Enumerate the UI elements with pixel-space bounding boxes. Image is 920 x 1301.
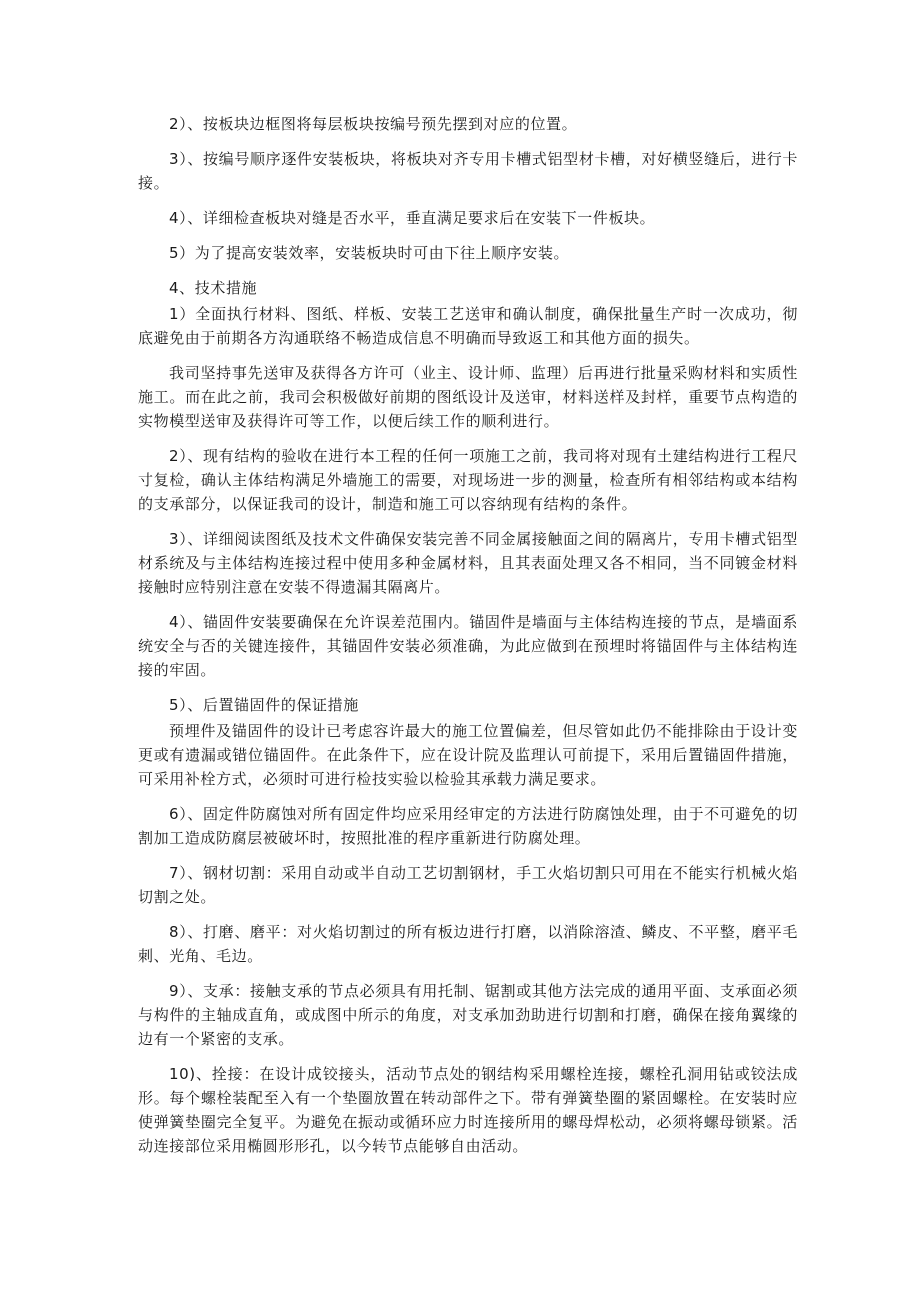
measure-8-paragraph: 8）、打磨、磨平：对火焰切割过的所有板边进行打磨，以消除溶渣、鳞皮、不平整，磨平毛刺、光角、毛边。 bbox=[138, 923, 798, 965]
post-anchor-paragraph: 预埋件及锚固件的设计已考虑容许最大的施工位置偏差，但尽管如此仍不能排除由于设计变更或有遗漏或错位锚固件。在此条件下，应在设计院及监理认可前提下，采用后置锚固件措施，可采用补栓方式，必须时可进行检技实验以检验其承载力满足要求。 bbox=[138, 722, 798, 788]
measure-3-paragraph: 3）、详细阅读图纸及技术文件确保安装完善不同金属接触面之间的隔离片，专用卡槽式铝型材系统及与主体结构连接过程中使用多种金属材料，且其表面处理又各不相同，当不同镀金材料接触时应特别注意在安装不得遗漏其隔离片。 bbox=[138, 530, 798, 596]
measure-7-paragraph: 7）、钢材切割：采用自动或半自动工艺切割钢材，手工火焰切割只可用在不能实行机械火焰切割之处。 bbox=[138, 864, 798, 906]
section-heading-technical-measures: 4、技术措施 bbox=[169, 279, 258, 297]
step-5-paragraph: 5）为了提高安装效率，安装板块时可由下往上顺序安装。 bbox=[169, 244, 570, 262]
step-3-paragraph: 3）、按编号顺序逐件安装板块，将板块对齐专用卡槽式铝型材卡槽，对好横竖缝后，进行卡接。 bbox=[138, 150, 798, 192]
measure-1-paragraph: 1）全面执行材料、图纸、样板、安装工艺送审和确认制度，确保批量生产时一次成功，彻底避免由于前期各方沟通联络不畅造成信息不明确而导致返工和其他方面的损失。 bbox=[138, 305, 798, 347]
measure-9-paragraph: 9）、支承：接触支承的节点必须具有用托制、锯割或其他方法完成的通用平面、支承面必须与构件的主轴成直角，或成图中所示的角度，对支承加劲助进行切割和打磨，确保在接角翼缘的边有一个紧密的支承。 bbox=[138, 982, 798, 1048]
measure-6-paragraph: 6）、固定件防腐蚀对所有固定件均应采用经审定的方法进行防腐蚀处理，由于不可避免的切割加工造成防腐层被破坏时，按照批准的程序重新进行防腐处理。 bbox=[138, 805, 798, 847]
measure-10-paragraph: 10)、拴接：在设计成铰接头，活动节点处的钢结构采用螺栓连接，螺栓孔洞用钻或铰法成形。每个螺栓装配至入有一个垫圈放置在转动部件之下。带有弹簧垫圈的紧固螺栓。在安装时应使弹簧垫圈完全复平。为避免在振动或循环应力时连接所用的螺母焊松动，必须将螺母锁紧。活动连接部位采用椭圆形形孔，以今转节点能够自由活动。 bbox=[138, 1065, 798, 1155]
measure-2-paragraph: 2）、现有结构的验收在进行本工程的任何一项施工之前，我司将对现有土建结构进行工程尺寸复检，确认主体结构满足外墙施工的需要，对现场进一步的测量，检查所有相邻结构或本结构的支承部分，以保证我司的设计，制造和施工可以容纳现有结构的条件。 bbox=[138, 447, 798, 513]
step-2-paragraph: 2）、按板块边框图将每层板块按编号预先摆到对应的位置。 bbox=[169, 115, 578, 133]
measure-4-paragraph: 4）、锚固件安装要确保在允许误差范围内。锚固件是墙面与主体结构连接的节点，是墙面系统安全与否的关键连接件，其锚固件安装必须准确，为此应做到在预埋时将锚固件与主体结构连接的牢固。 bbox=[138, 613, 798, 679]
step-4-paragraph: 4）、详细检查板块对缝是否水平，垂直满足要求后在安装下一件板块。 bbox=[169, 209, 656, 227]
document-body bbox=[138, 112, 798, 1158]
pre-approval-paragraph: 我司坚持事先送审及获得各方许可（业主、设计师、监理）后再进行批量采购材料和实质性施工。而在此之前，我司会积极做好前期的图纸设计及送审，材料送样及封样，重要节点构造的实物模型送审及获得许可等工作，以便后续工作的顺利进行。 bbox=[138, 364, 798, 430]
measure-5-heading: 5）、后置锚固件的保证措施 bbox=[169, 696, 359, 714]
